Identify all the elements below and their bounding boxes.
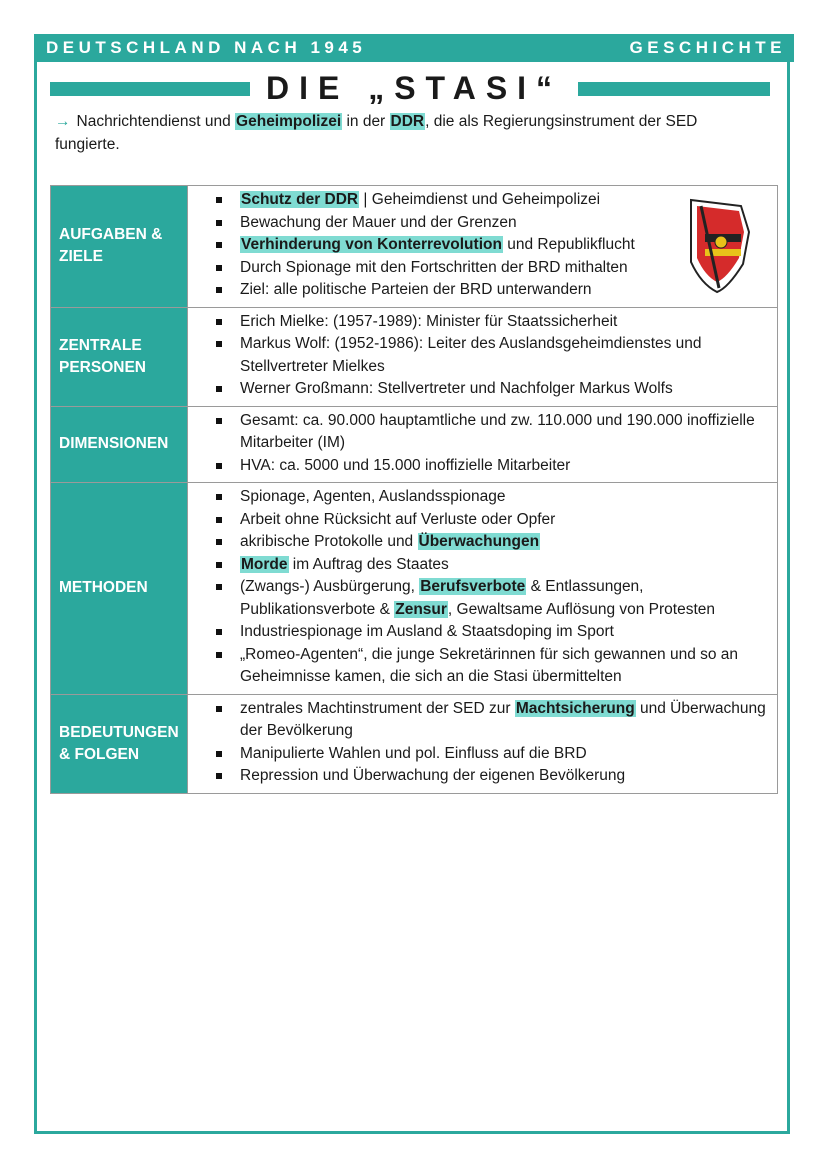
list-item	[240, 765, 771, 788]
info-table	[50, 185, 778, 794]
bullet-list	[188, 410, 771, 478]
bullet-list	[188, 486, 771, 689]
section-label: DIMENSIONEN	[51, 406, 188, 483]
highlight-term: Morde	[241, 555, 288, 573]
header-subject: DEUTSCHLAND NACH 1945	[46, 38, 367, 57]
item-text: HVA: ca. 5000 und 15.000 inoffizielle Mitarbeiter	[240, 456, 571, 474]
header-category: GESCHICHTE	[629, 38, 786, 57]
section-row	[51, 406, 778, 483]
item-text: Werner Großmann: Stellvertreter und Nachfolger Markus Wolfs	[240, 380, 673, 397]
section-row	[51, 186, 778, 308]
item-text: Bewachung der Mauer und der Grenzen	[240, 213, 517, 231]
intro-text: → Nachrichtendienst und Geheimpolizei in der DDR, die als Regierungsinstrument der SED fungierte.	[55, 113, 698, 153]
list-item	[240, 576, 771, 621]
item-text: Gesamt: ca. 90.000 hauptamtliche und zw. 110.000 und 190.000 inoffizielle Mitarbeiter (IM)	[240, 411, 755, 451]
list-item	[240, 554, 771, 577]
section-content	[188, 694, 778, 793]
item-text: Arbeit ohne Rücksicht auf Verluste oder Opfer	[240, 510, 556, 528]
item-text: Industriespionage im Ausland & Staatsdoping im Sport	[240, 623, 614, 640]
list-item	[240, 455, 771, 478]
section-row	[51, 483, 778, 695]
bullet-list	[188, 698, 771, 788]
highlight-term: Schutz der DDR	[241, 191, 359, 208]
item-text: | Geheimdienst und Geheimpolizei	[359, 191, 601, 208]
section-label: AUFGABEN & ZIELE	[51, 186, 188, 308]
highlight-term: Berufsverbote	[420, 578, 526, 595]
section-label: METHODEN	[51, 483, 188, 695]
item-text: Spionage, Agenten, Auslandsspionage	[240, 488, 506, 505]
section-content	[188, 186, 778, 308]
list-item	[240, 333, 771, 378]
section-content	[188, 483, 778, 695]
item-text: akribische Protokolle und	[240, 533, 418, 550]
list-item	[240, 509, 771, 532]
item-text: „Romeo-Agenten“, die junge Sekretärinnen für sich gewannen und so an Geheimnisse kamen, die sich an die Stasi übermittelten	[240, 645, 739, 685]
highlight-term: Zensur	[395, 600, 447, 618]
item-text: (Zwangs-) Ausbürgerung,	[240, 578, 420, 595]
item-text: Durch Spionage mit den Fortschritten der BRD mithalten	[240, 258, 628, 276]
item-text: & Entlassungen, Publikationsverbote &	[240, 578, 644, 618]
item-text: und Republikflucht	[502, 236, 635, 253]
item-text: Markus Wolf: (1952-1986): Leiter des Auslandsgeheimdienstes und Stellvertreter Mielkes	[240, 335, 702, 375]
section-row	[51, 307, 778, 406]
page-title: DIE „STASI“	[0, 70, 828, 107]
list-item	[240, 644, 771, 689]
item-text: , Gewaltsame Auflösung von Protesten	[447, 600, 716, 618]
section-row	[51, 694, 778, 793]
item-text: Erich Mielke: (1957-1989): Minister für Staatssicherheit	[240, 312, 618, 330]
list-item	[240, 743, 771, 766]
item-text: und Überwachung der Bevölkerung	[240, 699, 766, 739]
item-text: Manipulierte Wahlen und pol. Einfluss auf die BRD	[240, 744, 587, 762]
header-bar	[34, 34, 794, 62]
stasi-emblem-icon	[683, 192, 753, 300]
section-label: ZENTRALE PERSONEN	[51, 307, 188, 406]
list-item	[240, 486, 771, 509]
section-content	[188, 406, 778, 483]
item-text: Repression und Überwachung der eigenen Bevölkerung	[240, 767, 626, 784]
list-item	[240, 311, 771, 334]
item-text: zentrales Machtinstrument der SED zur	[240, 699, 515, 717]
list-item	[240, 378, 771, 401]
list-item	[240, 410, 771, 455]
item-text: im Auftrag des Staates	[288, 555, 449, 573]
highlight-term: Verhinderung von Konterrevolution	[241, 236, 502, 253]
list-item	[240, 698, 771, 743]
item-text: Ziel: alle politische Parteien der BRD unterwandern	[240, 281, 592, 298]
section-content	[188, 307, 778, 406]
bullet-list	[188, 311, 771, 401]
highlight-term: Machtsicherung	[515, 699, 635, 717]
list-item	[240, 621, 771, 644]
arrow-right-icon: →	[55, 113, 71, 130]
highlight-term: Überwachungen	[418, 533, 540, 550]
section-label: BEDEUTUNGEN & FOLGEN	[51, 694, 188, 793]
list-item	[240, 531, 771, 554]
